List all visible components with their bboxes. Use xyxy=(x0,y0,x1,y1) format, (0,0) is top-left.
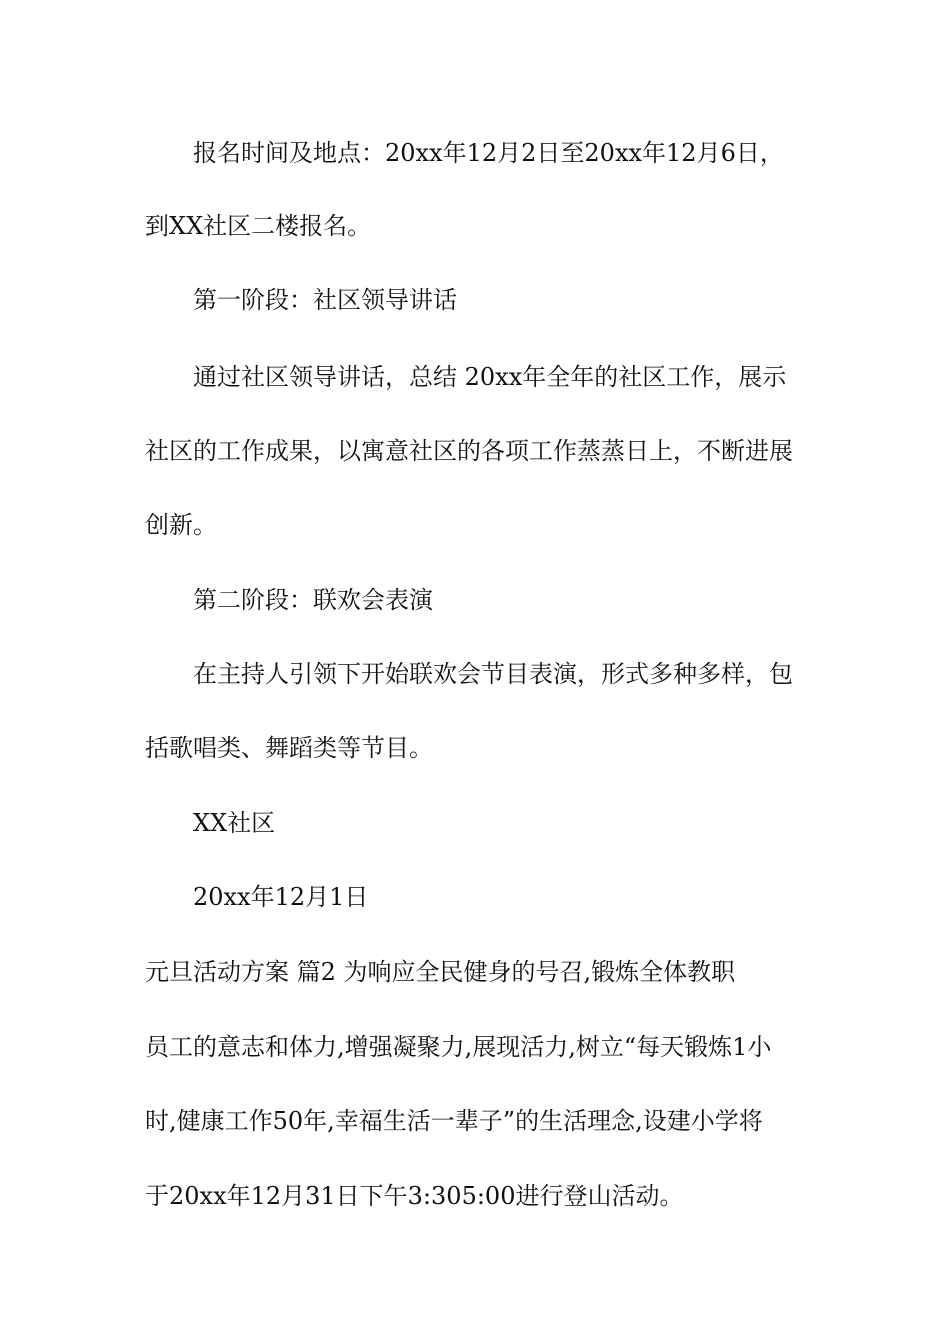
paragraph-line-stage-one-end: 创新。 xyxy=(145,511,217,539)
paragraph-line-registration-cont: 到XX社区二楼报名。 xyxy=(145,212,372,240)
paragraph-line-stage-two: 在主持人引领下开始联欢会节目表演，形式多种多样，包 xyxy=(193,660,793,688)
paragraph-line-plan-2: 员工的意志和体力,增强凝聚力,展现活力,树立“每天锻炼1小 xyxy=(145,1033,772,1061)
section-title-plan-2: 元旦活动方案 篇2 为响应全民健身的号召,锻炼全体教职 xyxy=(145,958,736,986)
signature-date: 20xx年12月1日 xyxy=(193,883,369,911)
stage-two-heading: 第二阶段：联欢会表演 xyxy=(193,586,433,614)
stage-one-heading: 第一阶段：社区领导讲话 xyxy=(193,286,457,314)
paragraph-line-stage-two-cont: 括歌唱类、舞蹈类等节目。 xyxy=(145,734,433,762)
paragraph-line-stage-one: 通过社区领导讲话，总结 20xx年全年的社区工作，展示 xyxy=(193,363,787,391)
paragraph-line-stage-one-cont: 社区的工作成果，以寓意社区的各项工作蒸蒸日上，不断进展 xyxy=(145,437,793,465)
paragraph-line-plan-2-end: 于20xx年12月31日下午3:305:00进行登山活动。 xyxy=(145,1182,684,1210)
paragraph-line-plan-2-cont: 时,健康工作50年,幸福生活一辈子”的生活理念,设建小学将 xyxy=(145,1107,763,1135)
paragraph-line-registration: 报名时间及地点：20xx年12月2日至20xx年12月6日， xyxy=(193,139,784,167)
signature-community: XX社区 xyxy=(193,809,276,837)
